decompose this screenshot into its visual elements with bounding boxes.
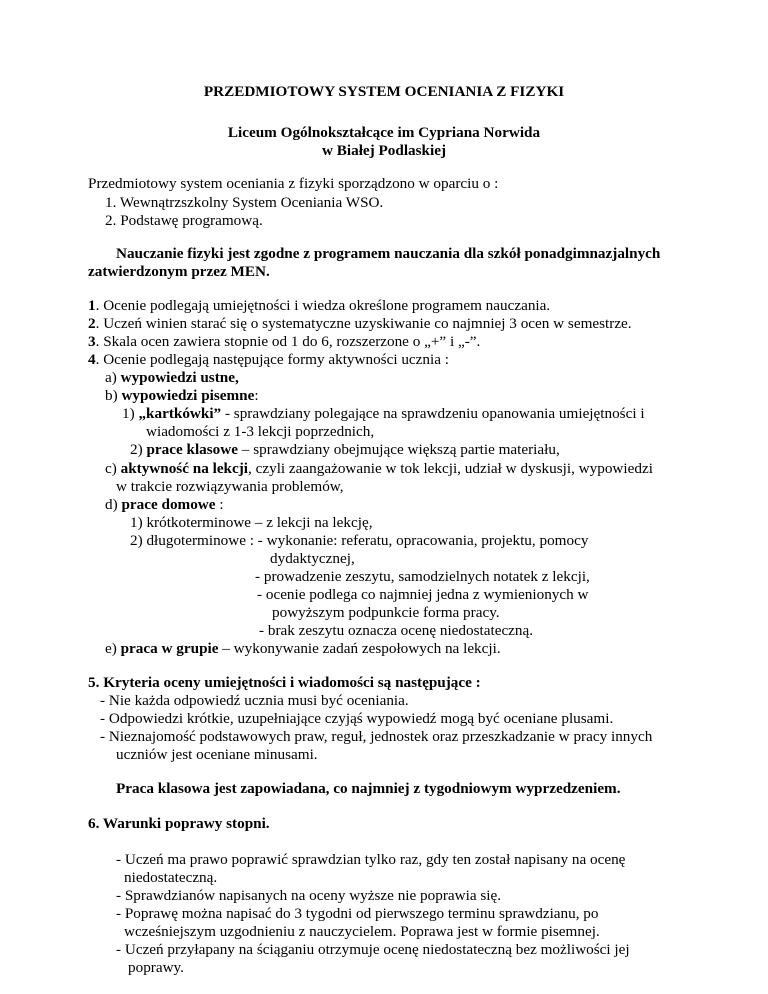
- intro-item: 2. Podstawę programową.: [105, 212, 263, 229]
- improvement-item-cont: wcześniejszym uzgodnieniu z nauczycielem. Poprawa jest w formie pisemnej.: [124, 923, 600, 940]
- form-d1: 1) krótkoterminowe – z lekcji na lekcję,: [130, 514, 373, 531]
- improvement-heading: 6. Warunki poprawy stopni.: [88, 815, 270, 832]
- form-d: d) prace domowe :: [105, 496, 224, 513]
- form-c-cont: w trakcie rozwiązywania problemów,: [116, 478, 344, 495]
- form-e: e) praca w grupie – wykonywanie zadań zespołowych na lekcji.: [105, 640, 501, 657]
- improvement-item: - Sprawdzianów napisanych na oceny wyższe nie poprawia się.: [116, 887, 502, 904]
- improvement-item: - Uczeń przyłapany na ściąganiu otrzymuje ocenę niedostateczną bez możliwości jej: [116, 941, 630, 958]
- form-d2-item: - prowadzenie zeszytu, samodzielnych notatek z lekcji,: [255, 568, 590, 585]
- rule-1: 1. Ocenie podlegają umiejętności i wiedza określone programem nauczania.: [88, 297, 551, 314]
- rule-3: 3. Skala ocen zawiera stopnie od 1 do 6, rozszerzone o „+” i „-”.: [88, 333, 481, 350]
- criteria-item-cont: uczniów jest oceniane minusami.: [116, 746, 318, 763]
- form-b: b) wypowiedzi pisemne:: [105, 387, 259, 404]
- program-note-line: zatwierdzonym przez MEN.: [88, 263, 270, 280]
- form-b1: 1) „kartkówki” - sprawdziany polegające na sprawdzeniu opanowania umiejętności i: [122, 405, 645, 422]
- intro-item: 1. Wewnątrzszkolny System Oceniania WSO.: [105, 194, 384, 211]
- form-d2-item: - ocenie podlega co najmniej jedna z wymienionych w: [257, 586, 589, 603]
- rule-4: 4. Ocenie podlegają następujące formy aktywności ucznia :: [88, 351, 449, 368]
- criteria-item: - Nie każda odpowiedź ucznia musi być oceniania.: [100, 692, 409, 709]
- criteria-heading: 5. Kryteria oceny umiejętności i wiadomości są następujące :: [88, 674, 481, 691]
- program-note-line: Nauczanie fizyki jest zgodne z programem nauczania dla szkół ponadgimnazjalnych: [116, 245, 661, 262]
- improvement-item-cont: niedostateczną.: [124, 869, 218, 886]
- criteria-item: - Odpowiedzi krótkie, uzupełniające czyjąś wypowiedź mogą być oceniane plusami.: [100, 710, 614, 727]
- form-d2-cont: dydaktycznej,: [270, 550, 355, 567]
- criteria-item: - Nieznajomość podstawowych praw, reguł, jednostek oraz przeszkadzanie w pracy innych: [100, 728, 653, 745]
- form-a: a) wypowiedzi ustne,: [105, 369, 239, 386]
- school-name: Liceum Ogólnokształcące im Cypriana Norwida: [227, 124, 541, 141]
- form-c: c) aktywność na lekcji, czyli zaangażowanie w tok lekcji, udział w dyskusji, wypowiedzi: [105, 460, 653, 477]
- form-d2-cont: powyższym podpunkcie forma pracy.: [272, 604, 500, 621]
- form-d2: 2) długoterminowe : - wykonanie: referatu, opracowania, projektu, pomocy: [130, 532, 589, 549]
- intro-text: Przedmiotowy system oceniania z fizyki sporządzono w oparciu o :: [88, 175, 499, 192]
- form-d2-item: - brak zeszytu oznacza ocenę niedostateczną.: [259, 622, 534, 639]
- improvement-item: - Uczeń ma prawo poprawić sprawdzian tylko raz, gdy ten został napisany na ocenę: [116, 851, 626, 868]
- rule-2: 2. Uczeń winien starać się o systematyczne uzyskiwanie co najmniej 3 ocen w semestrze.: [88, 315, 632, 332]
- document-title: PRZEDMIOTOWY SYSTEM OCENIANIA Z FIZYKI: [203, 83, 565, 100]
- form-b2: 2) prace klasowe – sprawdziany obejmujące większą partie materiału,: [130, 441, 560, 458]
- class-test-note: Praca klasowa jest zapowiadana, co najmniej z tygodniowym wyprzedzeniem.: [116, 780, 621, 797]
- improvement-item: - Poprawę można napisać do 3 tygodni od pierwszego terminu sprawdzianu, po: [116, 905, 599, 922]
- improvement-item-cont: poprawy.: [128, 959, 184, 976]
- school-city: w Białej Podlaskiej: [321, 142, 447, 159]
- form-b1-cont: wiadomości z 1-3 lekcji poprzednich,: [146, 423, 375, 440]
